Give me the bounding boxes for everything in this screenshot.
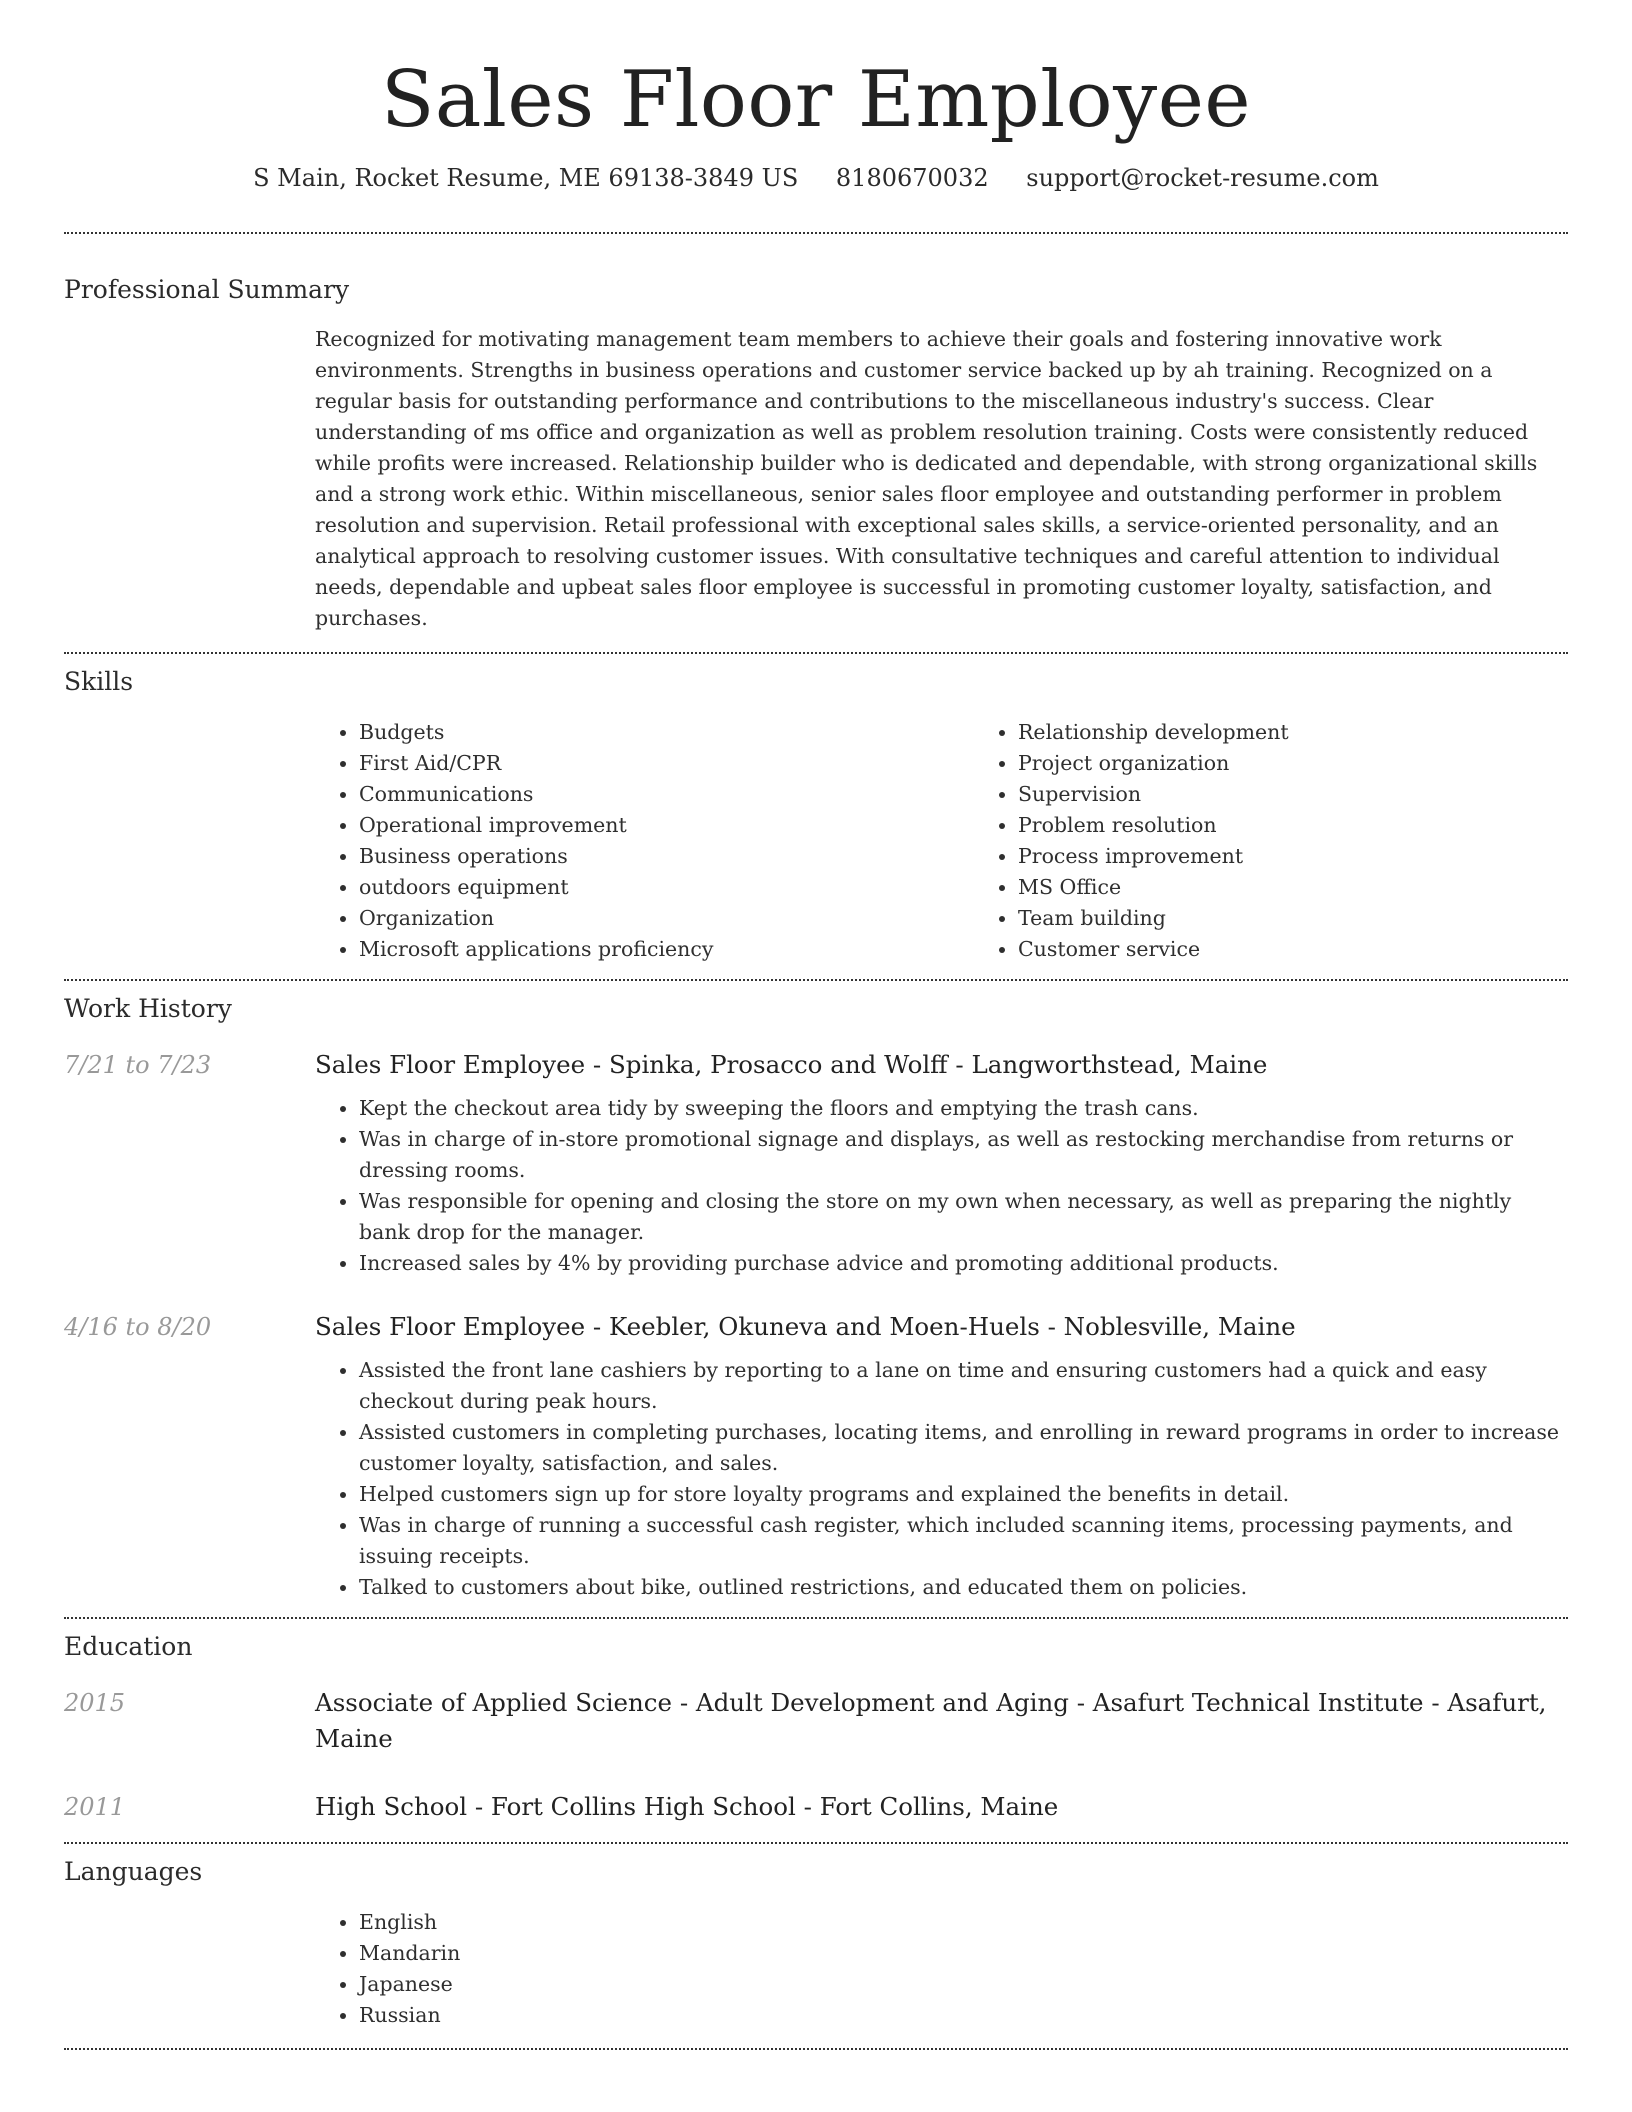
skill-item: • Budgets: [359, 717, 974, 748]
languages-section: [64, 1856, 1568, 2031]
skill-item: • Communications: [359, 779, 974, 810]
education-entry: [64, 1685, 1568, 1757]
skill-item: • Problem resolution: [1018, 810, 1632, 841]
education-details: Associate of Applied Science - Adult Development and Aging - Asafurt Technical Institute - Asafurt, Maine: [315, 1688, 1547, 1753]
skill-item: • Customer service: [1018, 934, 1632, 965]
job-duties: [315, 1093, 1568, 1279]
language-item: • Japanese: [359, 1969, 1568, 2000]
section-divider: [64, 652, 1568, 654]
skill-item: • Business operations: [359, 841, 974, 872]
skill-item: • MS Office: [1018, 872, 1632, 903]
skill-item: • Organization: [359, 903, 974, 934]
education-details: High School - Fort Collins High School - Fort Collins, Maine: [315, 1792, 1059, 1821]
job-duty-item: • Assisted customers in completing purchases, locating items, and enrolling in reward programs in order to increase customer loyalty, satisfaction, and sales.: [359, 1417, 1568, 1479]
job-duty-item: • Kept the checkout area tidy by sweeping the floors and emptying the trash cans.: [359, 1093, 1568, 1124]
education-section: [64, 1631, 1568, 1825]
job-entry: [64, 1047, 1568, 1279]
skill-item: • Relationship development: [1018, 717, 1632, 748]
language-item: • English: [359, 1907, 1568, 1938]
skill-item: • Microsoft applications proficiency: [359, 934, 974, 965]
contact-line: [64, 162, 1568, 194]
skill-item: • Operational improvement: [359, 810, 974, 841]
job-duty-item: • Helped customers sign up for store loyalty programs and explained the benefits in detail.: [359, 1479, 1568, 1510]
education-year: 2011: [64, 1793, 126, 1821]
job-dates: 7/21 to 7/23: [64, 1051, 212, 1079]
skill-item: • Process improvement: [1018, 841, 1632, 872]
summary-text: Recognized for motivating management team members to achieve their goals and fostering innovative work environments. Strengths in business operations and customer service backed up by ah training. Recognized on a regular basis for outstanding performance and contributions to the miscellaneous industry's success. Clear understanding of ms office and organization as well as problem resolution training. Costs were consistently reduced while profits were increased. Relationship builder who is dedicated and dependable, with strong organizational skills and a strong work ethic. Within miscellaneous, senior sales floor employee and outstanding performer in problem resolution and supervision. Retail professional with exceptional sales skills, a service-oriented personality, and an analytical approach to resolving customer issues. With consultative techniques and careful attention to individual needs, dependable and upbeat sales floor employee is successful in promoting customer loyalty, satisfaction, and purchases.: [315, 327, 1538, 630]
job-duties: [315, 1355, 1568, 1603]
skills-column-2: [974, 717, 1632, 965]
languages-list: [315, 1907, 1568, 2031]
candidate-name: Sales Floor Employee: [380, 55, 1252, 145]
work-history-section: [64, 993, 1568, 1603]
job-duty-item: • Assisted the front lane cashiers by reporting to a lane on time and ensuring customers had a quick and easy checkout during peak hours.: [359, 1355, 1568, 1417]
skills-heading: Skills: [64, 667, 134, 696]
education-heading: Education: [64, 1632, 193, 1661]
language-item: • Mandarin: [359, 1938, 1568, 1969]
skill-item: • Supervision: [1018, 779, 1632, 810]
section-divider: [64, 1617, 1568, 1619]
job-dates: 4/16 to 8/20: [64, 1313, 212, 1341]
languages-heading: Languages: [64, 1857, 203, 1886]
contact-phone: 8180670032: [835, 164, 989, 192]
contact-address: S Main, Rocket Resume, ME 69138-3849 US: [253, 164, 799, 192]
skill-item: • Team building: [1018, 903, 1632, 934]
summary-heading: Professional Summary: [64, 275, 350, 304]
section-divider: [64, 1842, 1568, 1844]
section-divider: [64, 2048, 1568, 2050]
section-divider: [64, 979, 1568, 981]
skill-item: • outdoors equipment: [359, 872, 974, 903]
job-heading: Sales Floor Employee - Keebler, Okuneva and Moen-Huels - Noblesville, Maine: [315, 1312, 1296, 1341]
job-duty-item: • Was responsible for opening and closing the store on my own when necessary, as well as preparing the nightly bank drop for the manager.: [359, 1186, 1568, 1248]
job-duty-item: • Was in charge of in-store promotional signage and displays, as well as restocking merchandise from returns or dressing rooms.: [359, 1124, 1568, 1186]
job-duty-item: • Increased sales by 4% by providing purchase advice and promoting additional products.: [359, 1248, 1568, 1279]
job-entry: [64, 1309, 1568, 1603]
contact-email[interactable]: support@rocket-resume.com: [1026, 164, 1379, 192]
skills-column-1: [315, 717, 974, 965]
section-divider: [64, 232, 1568, 234]
job-heading: Sales Floor Employee - Spinka, Prosacco and Wolff - Langworthstead, Maine: [315, 1050, 1268, 1079]
job-duty-item: • Talked to customers about bike, outlined restrictions, and educated them on policies.: [359, 1572, 1568, 1603]
work-history-heading: Work History: [64, 994, 232, 1023]
education-year: 2015: [64, 1689, 126, 1717]
skill-item: • First Aid/CPR: [359, 748, 974, 779]
skill-item: • Project organization: [1018, 748, 1632, 779]
job-duty-item: • Was in charge of running a successful cash register, which included scanning items, processing payments, and issuing receipts.: [359, 1510, 1568, 1572]
skills-section: [64, 666, 1568, 965]
summary-section: [64, 274, 1568, 634]
education-entry: [64, 1789, 1568, 1825]
skills-list: [315, 717, 1632, 965]
language-item: • Russian: [359, 2000, 1568, 2031]
